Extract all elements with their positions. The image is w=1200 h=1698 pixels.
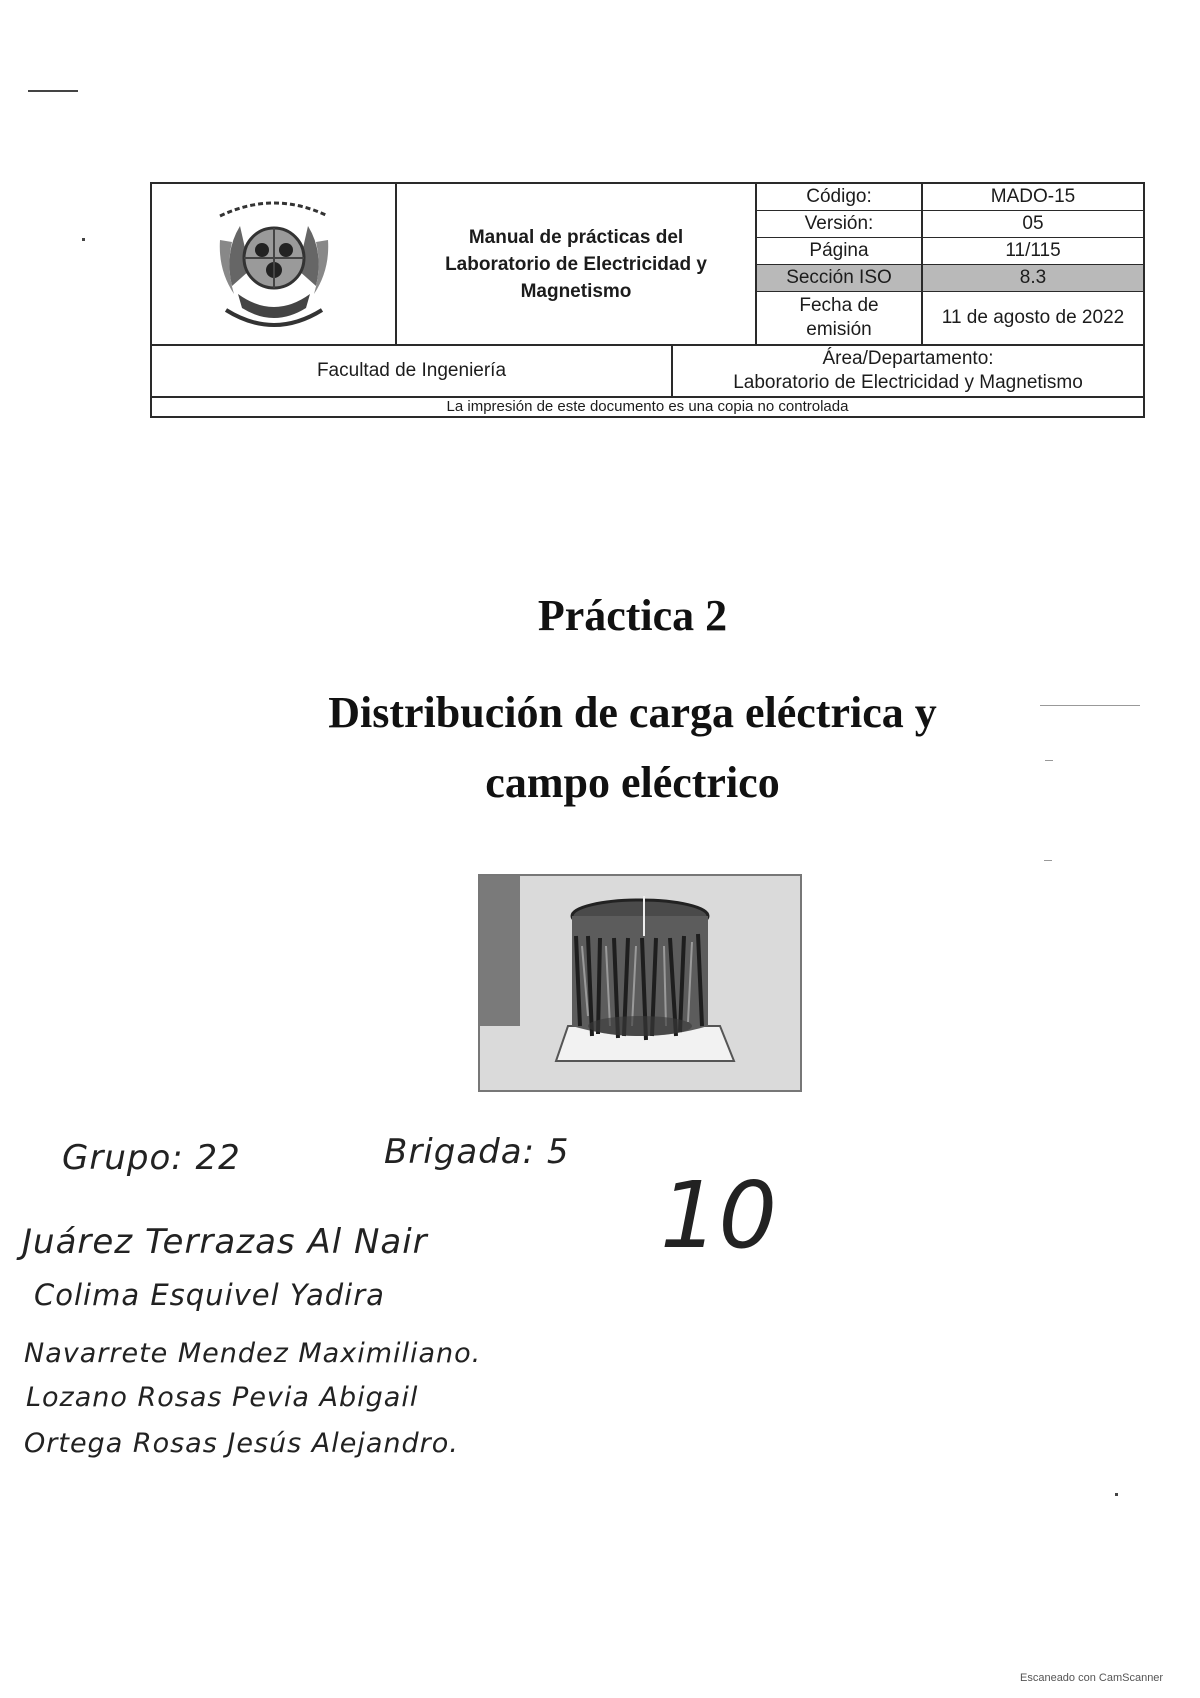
meta-value: 05 [1022, 213, 1044, 234]
meta-row-iso [757, 265, 1143, 292]
student-name: Navarrete Mendez Maximiliano. [24, 1338, 482, 1369]
meta-value: 11 de agosto de 2022 [941, 307, 1125, 328]
practice-number: Práctica 2 [537, 591, 728, 640]
meta-row-page [757, 238, 1143, 265]
meta-value: MADO-15 [990, 186, 1076, 207]
meta-key: Sección ISO [757, 265, 923, 291]
logo-cell [152, 184, 397, 344]
apparatus-photo [478, 874, 802, 1092]
scanner-watermark: Escaneado con CamScanner [1020, 1672, 1164, 1684]
meta-row-version [757, 211, 1143, 238]
student-name: Lozano Rosas Pevia Abigail [26, 1382, 419, 1413]
student-name: Colima Esquivel Yadira [34, 1278, 385, 1312]
scan-speck [82, 238, 85, 241]
meta-value: 11/115 [1005, 240, 1061, 261]
document-meta [757, 184, 1143, 344]
unam-engineering-logo [210, 190, 338, 335]
manual-title: Manual de prácticas del Laboratorio de Electricidad y Magnetismo [445, 226, 707, 302]
scan-speck [28, 90, 78, 92]
practice-title: Distribución de carga eléctrica y campo eléctrico [328, 688, 937, 807]
student-name: Juárez Terrazas Al Nair [22, 1222, 428, 1262]
handwritten-grade: 10 [660, 1162, 778, 1269]
student-name: Ortega Rosas Jesús Alejandro. [24, 1428, 459, 1459]
meta-key: Versión: [757, 211, 923, 237]
header-note-row [152, 398, 1143, 416]
meta-row-date [757, 292, 1143, 344]
copy-notice: La impresión de este documento es una copia no controlada [446, 398, 849, 415]
header-top-row [152, 184, 1143, 346]
area-value: Laboratorio de Electricidad y Magnetismo [733, 372, 1083, 393]
document-header [150, 182, 1145, 418]
meta-key: Fecha de emisión [757, 292, 923, 344]
area-label: Área/Departamento: [822, 348, 994, 369]
handwritten-brigade: Brigada: 5 [384, 1132, 570, 1172]
header-middle-row [152, 346, 1143, 398]
meta-key: Código: [757, 184, 923, 210]
meta-key: Página [757, 238, 923, 264]
handwritten-group: Grupo: 22 [62, 1138, 241, 1178]
meta-row-code [757, 184, 1143, 211]
meta-value: 8.3 [1019, 267, 1047, 288]
faculty-name: Facultad de Ingeniería [152, 346, 673, 396]
area-cell [673, 346, 1143, 396]
manual-title-cell [397, 184, 757, 344]
scan-speck [1044, 860, 1052, 861]
scan-speck [1115, 1493, 1118, 1496]
